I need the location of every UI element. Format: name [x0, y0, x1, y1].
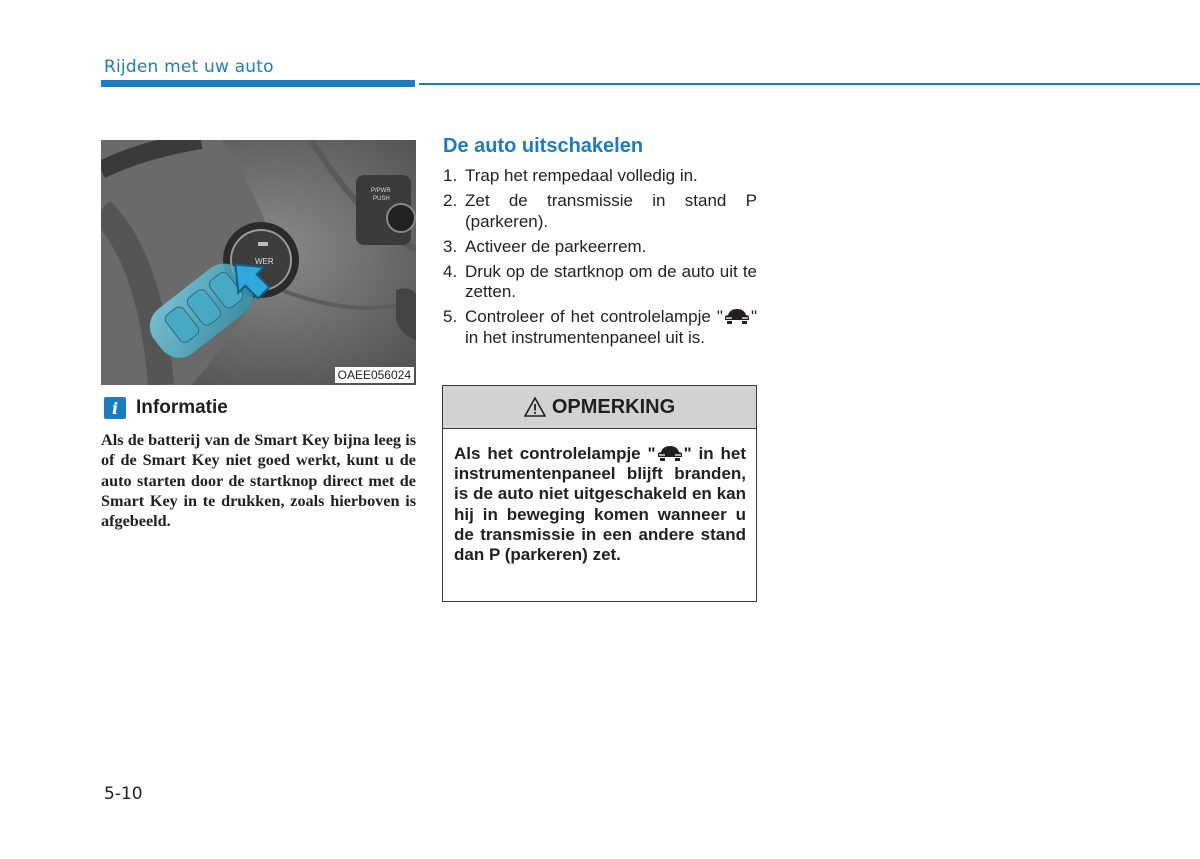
list-item: 1. Trap het rempedaal volledig in. — [443, 166, 698, 185]
list-item: 4. Druk op de startknop om de auto uit te zetten. — [443, 261, 757, 301]
notice-box — [442, 385, 757, 602]
notice-body: Als het controlelampje " " in het instrumentenpaneel blijft branden, is de auto niet uitgeschakeld en kan hij in beweging komen wanneer u de transmissie in een andere stand dan P (parkeren) zet. — [454, 444, 746, 565]
header-bar-thin — [419, 83, 1200, 85]
svg-text:P/PWR: P/PWR — [371, 188, 391, 194]
svg-text:PUSH: PUSH — [373, 196, 390, 202]
page-number: 5-10 — [104, 784, 143, 804]
notice-header — [443, 386, 756, 429]
list-item: 3. Activeer de parkeerrem. — [443, 236, 647, 256]
steps-list — [443, 166, 757, 353]
smart-key-illustration — [101, 140, 416, 385]
section-title: De auto uitschakelen — [443, 135, 644, 157]
header-bar-thick — [101, 80, 415, 87]
figure-caption: OAEE056024 — [335, 367, 414, 383]
notice-title: OPMERKING — [551, 395, 676, 418]
start-button-label: WER — [255, 257, 274, 266]
info-body: Als de batterij van de Smart Key bijna leeg is of de Smart Key niet goed werkt, kunt u de auto starten door de startknop direct met de Smart Key in te drukken, zoals hierboven is afgebeeld. — [101, 431, 416, 531]
list-item: 2. Zet de transmissie in stand P (parkeren). — [443, 191, 757, 231]
info-heading — [104, 397, 228, 419]
car-indicator-icon — [656, 445, 684, 462]
info-icon: i — [104, 397, 126, 419]
info-title: Informatie — [136, 397, 228, 418]
list-item: 5. Controleer of het controlelampje " " in het instrumentenpaneel uit is. — [443, 307, 757, 347]
warning-triangle-icon — [524, 397, 546, 417]
figure-photo — [101, 140, 416, 385]
header-title: Rijden met uw auto — [104, 57, 274, 77]
car-indicator-icon — [723, 308, 751, 325]
